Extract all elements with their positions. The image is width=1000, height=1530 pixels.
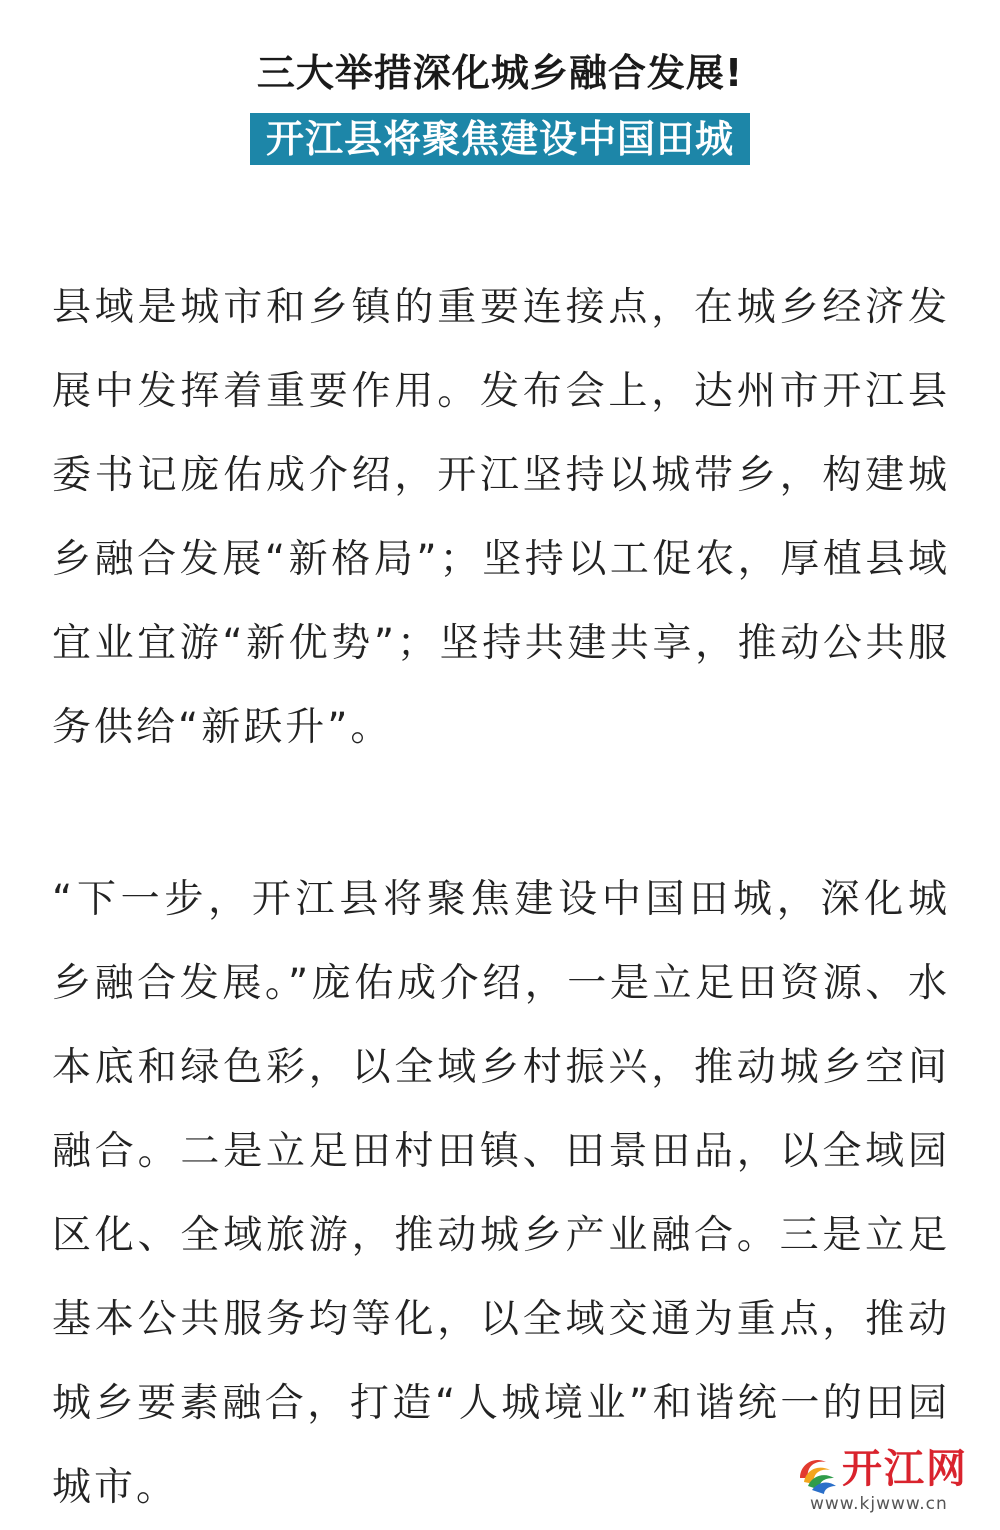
- page-subtitle: 开江县将聚焦建设中国田城: [250, 113, 750, 165]
- swirl-logo-icon: [792, 1448, 840, 1496]
- page-title: 三大举措深化城乡融合发展!: [256, 51, 744, 95]
- site-name: 开江网: [842, 1445, 968, 1492]
- article-paragraph-2: “下一步，开江县将聚焦建设中国田城，深化城乡融合发展。”庞佑成介绍，一是立足田资源、水本底和绿色彩，以全域乡村振兴，推动城乡空间融合。二是立足田村田镇、田景田品，以全域园区化、全域旅游，推动城乡产业融合。三是立足基本公共服务均等化，以全域交通为重点，推动城乡要素融合，打造“人城境业”和谐统一的田园城市。: [52, 877, 950, 1510]
- subtitle-banner: [0, 113, 1000, 165]
- site-url: www.kjwww.cn: [810, 1494, 948, 1514]
- article-paragraph-1: 县域是城市和乡镇的重要连接点，在城乡经济发展中发挥着重要作用。发布会上，达州市开江县委书记庞佑成介绍，开江坚持以城带乡，构建城乡融合发展“新格局”；坚持以工促农，厚植县域宜业宜游“新优势”；坚持共建共享，推动公共服务供给“新跃升”。: [52, 285, 950, 750]
- site-watermark-logo: [792, 1444, 992, 1516]
